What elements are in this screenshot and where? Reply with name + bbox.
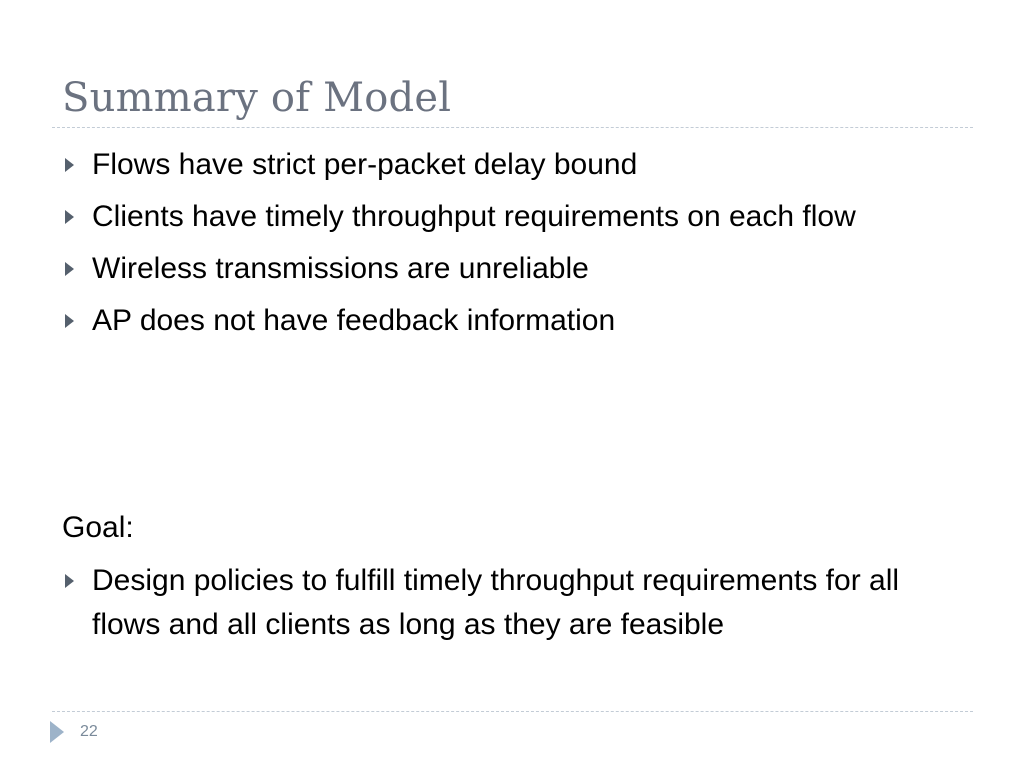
triangle-right-icon (50, 721, 64, 743)
bullet-text: Design policies to fulfill timely throughput requirements for all flows and all clients as long as they are feasible (92, 564, 900, 641)
caret-right-icon (65, 574, 74, 588)
caret-right-icon (65, 314, 74, 328)
bullet-item (62, 143, 962, 187)
bullet-text: Wireless transmissions are unreliable (92, 252, 589, 285)
bullet-item (62, 299, 962, 343)
footer-divider (52, 711, 973, 712)
caret-right-icon (65, 158, 74, 172)
caret-right-icon (65, 210, 74, 224)
goal-bullet-list (62, 559, 962, 655)
title-divider (52, 127, 973, 128)
page-number: 22 (80, 723, 98, 740)
bullet-text: AP does not have feedback information (92, 304, 616, 337)
bullet-text: Clients have timely throughput requirements on each flow (92, 200, 856, 233)
bullet-text: Flows have strict per-packet delay bound (92, 148, 638, 181)
caret-right-icon (65, 262, 74, 276)
bullet-item (62, 559, 962, 647)
bullet-item (62, 195, 962, 239)
goal-label: Goal: (62, 511, 134, 544)
slide-title: Summary of Model (62, 75, 452, 121)
bullet-list (62, 143, 962, 351)
bullet-item (62, 247, 962, 291)
